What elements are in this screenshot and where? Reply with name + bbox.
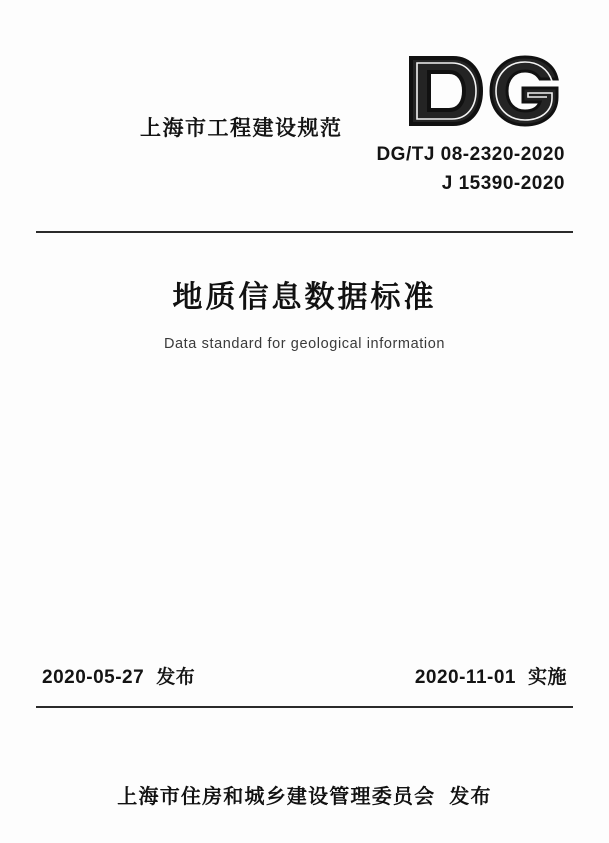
series-title: 上海市工程建设规范 <box>140 117 343 140</box>
issuer-action: 发布 <box>449 786 492 808</box>
issue-date-group <box>42 662 195 689</box>
effective-date: 2020-11-01 <box>414 667 516 688</box>
effective-date-group <box>415 662 567 689</box>
issuer-name: 上海市住房和城乡建设管理委员会 <box>117 786 436 808</box>
dates-row <box>42 662 567 689</box>
document-title-cn: 地质信息数据标准 <box>172 281 437 314</box>
document-title-en: Data standard for geological information <box>163 336 446 352</box>
effective-date-label: 实施 <box>527 667 567 688</box>
standard-code-secondary: J 15390-2020 <box>441 173 565 195</box>
divider-bottom <box>36 706 573 708</box>
title-block <box>0 272 609 352</box>
dg-logo-icon <box>405 52 565 130</box>
standard-code-primary: DG/TJ 08-2320-2020 <box>376 144 565 165</box>
standard-codes <box>265 140 565 199</box>
issue-date-label: 发布 <box>156 667 196 688</box>
issue-date: 2020-05-27 <box>42 667 145 688</box>
issuer-line <box>0 780 609 809</box>
divider-top <box>36 231 573 233</box>
cover-header <box>36 52 573 222</box>
